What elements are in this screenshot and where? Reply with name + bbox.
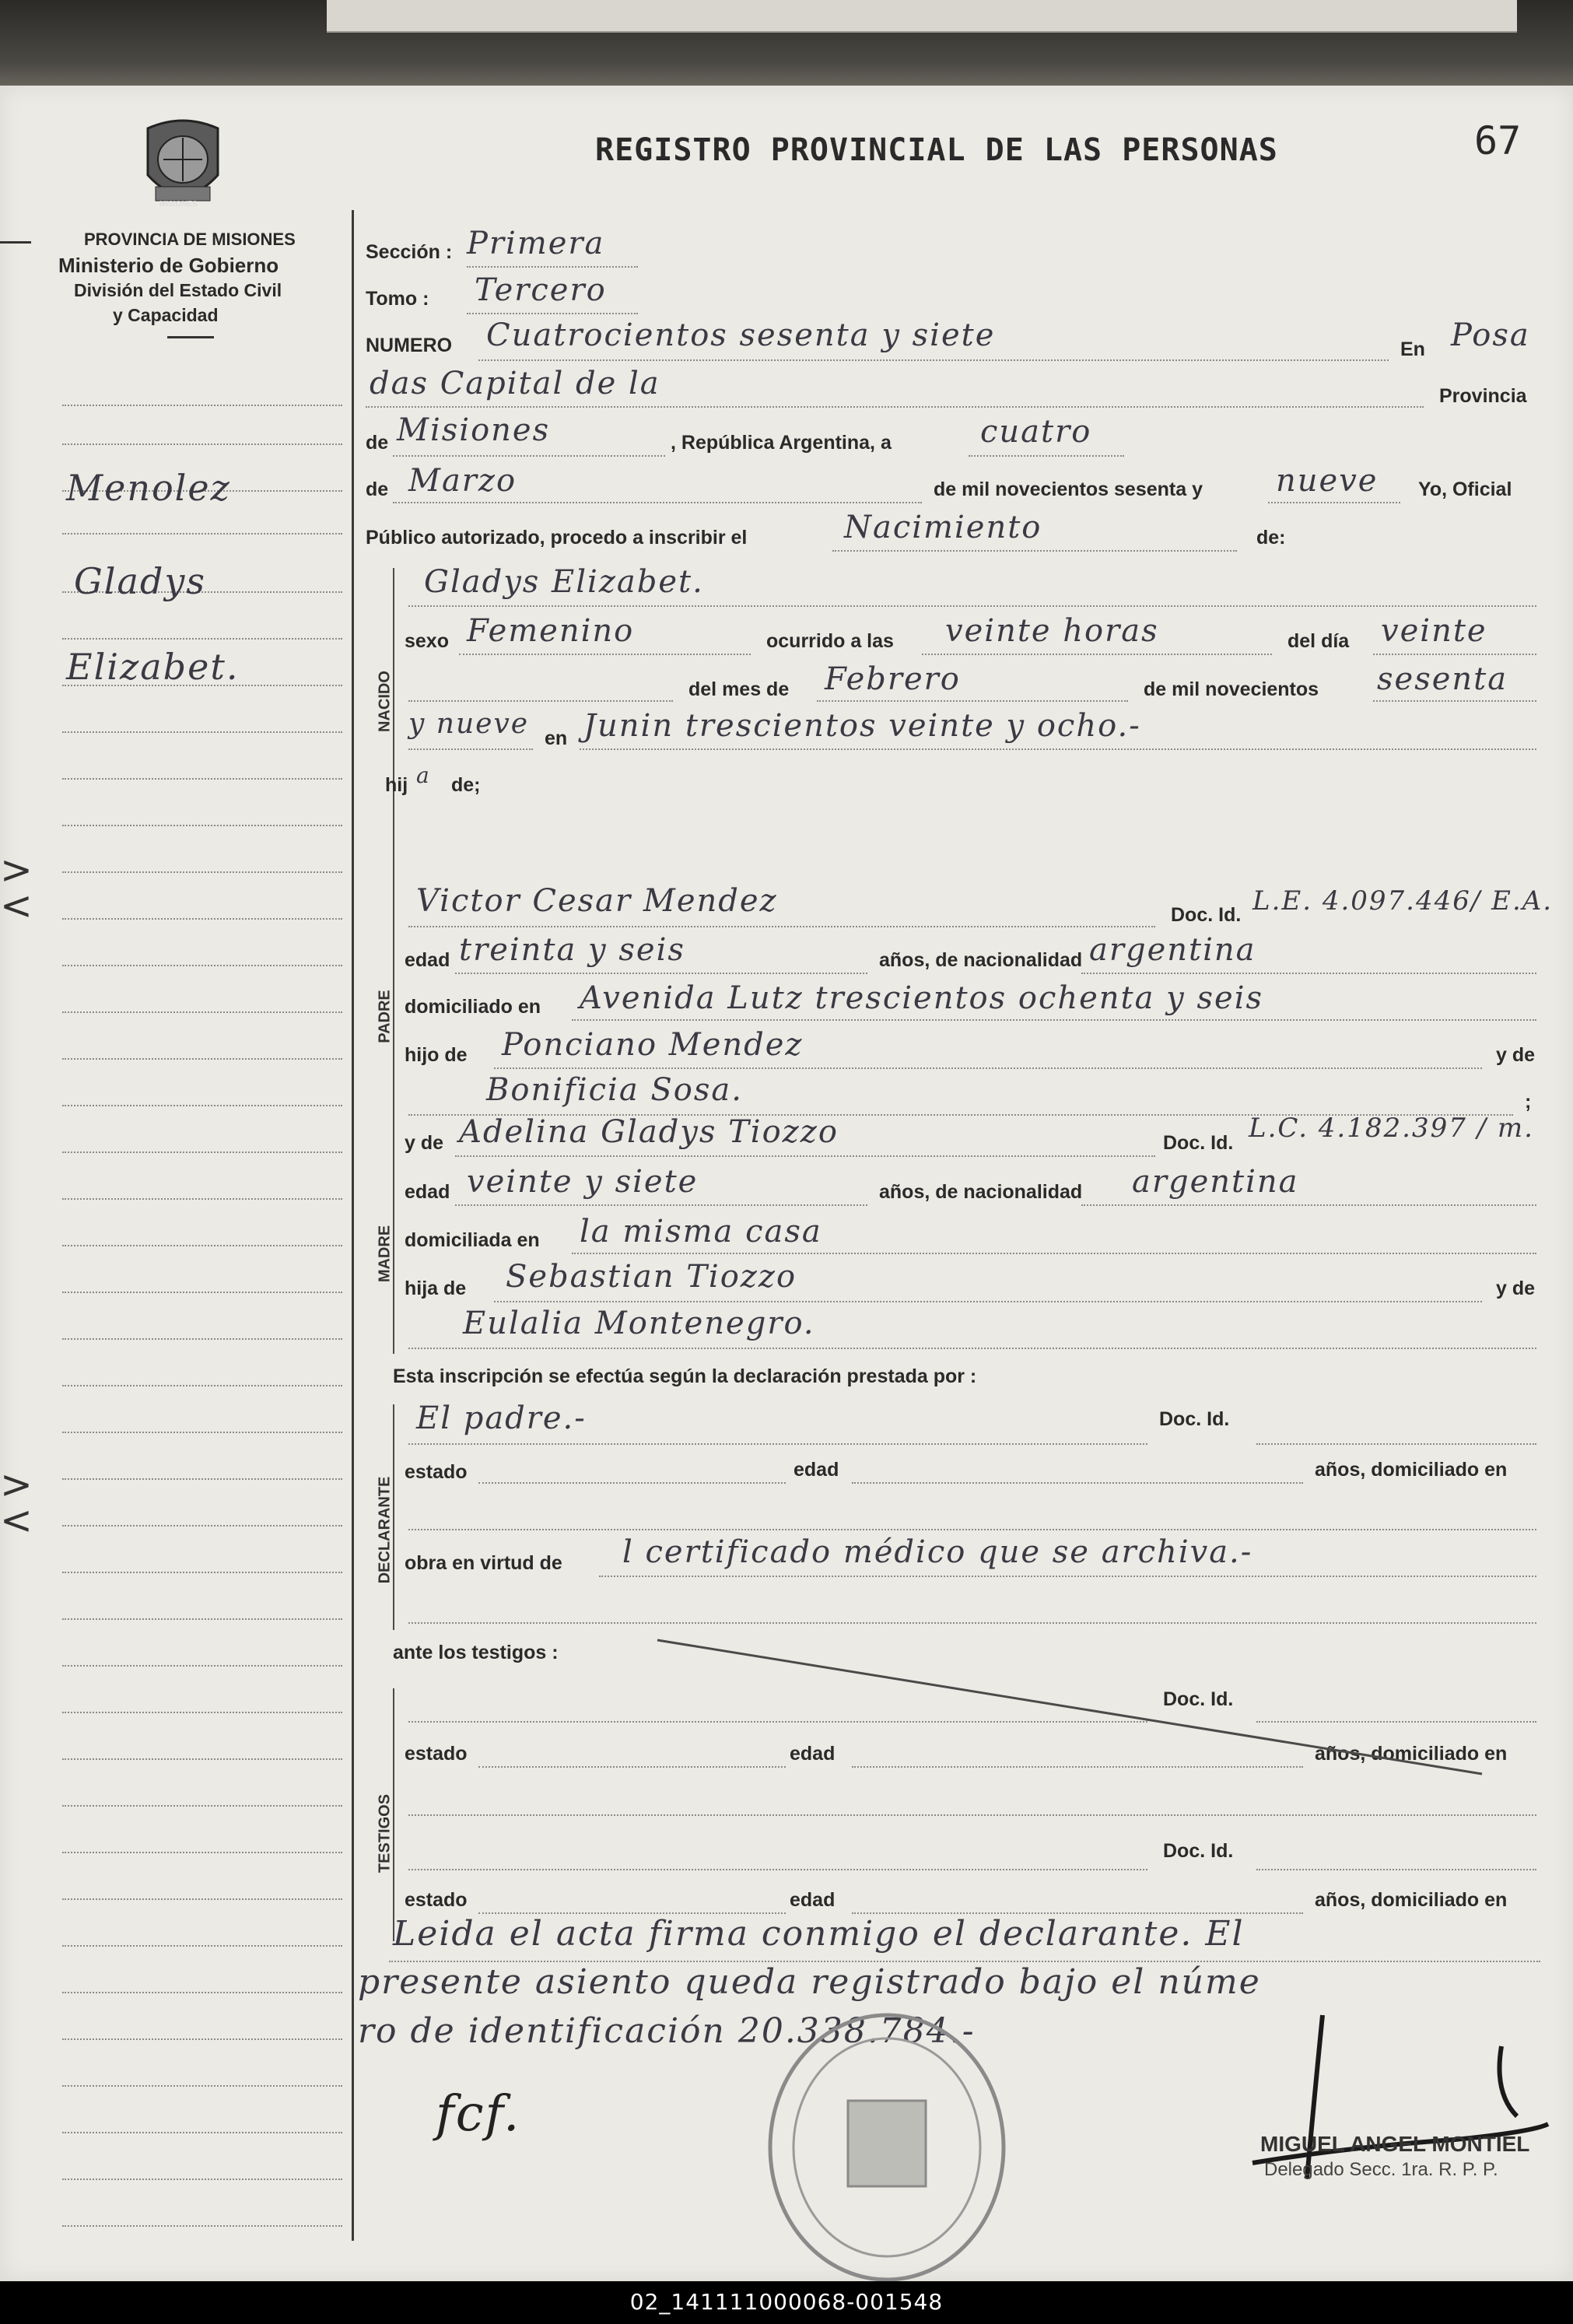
label-testigo2-anos: años, domiciliado en [1315,1889,1508,1911]
label-yo-oficial: Yo, Oficial [1418,478,1512,500]
label-padre-y-de: y de [1496,1044,1536,1066]
label-padre-semicolon: ; [1525,1091,1532,1113]
field-anio-nac-1: sesenta [1377,661,1508,697]
org-line-3: División del Estado Civil [74,280,282,300]
margin-firstname-1: Gladys [74,560,206,602]
note-line-1: Leida el acta firma conmigo el declarante. El [393,1914,1245,1954]
field-lugar: das Capital de la [370,366,660,401]
section-label-madre: MADRE [376,1225,394,1283]
stamp-name: MIGUEL ANGEL MONTIEL [1260,2132,1530,2156]
field-lugar-nac: Junin trescientos veinte y ocho.- [583,708,1141,744]
field-sexo: Femenino [467,613,635,649]
field-acto: Nacimiento [844,510,1042,545]
label-del-mes: del mes de [688,678,790,700]
field-tomo: Tercero [475,272,607,308]
field-en: Posa [1451,317,1530,353]
field-mes-nac: Febrero [825,661,961,697]
field-provincia: Misiones [397,412,551,448]
label-de-colon: de: [1256,527,1286,549]
label-madre-y-de: y de [405,1132,444,1154]
org-line-2: Ministerio de Gobierno [58,254,279,277]
label-madre-edad: edad [405,1181,450,1203]
field-madre-nac: argentina [1132,1164,1299,1200]
field-padre-nombre: Victor Cesar Mendez [416,883,778,919]
org-line-4: y Capacidad [113,305,219,325]
label-publico: Público autorizado, procedo a inscribir el [366,527,748,549]
label-testigo2-doc: Doc. Id. [1163,1840,1234,1862]
field-anio-nac-2: y nueve [408,708,530,740]
field-hora: veinte horas [945,613,1159,649]
seal-text: MISIONES [159,200,198,209]
field-madre-y-de: Eulalia Montenegro. [463,1306,815,1341]
binder-ring-1: >< [0,847,33,928]
field-padre-doc: L.E. 4.097.446/ E.A. [1252,885,1554,917]
label-de-semi: de; [451,774,481,796]
register-page [0,86,1573,2281]
page-title: REGISTRO PROVINCIAL DE LAS PERSONAS [595,132,1278,168]
label-padre-edad: edad [405,949,450,971]
label-madre-doc: Doc. Id. [1163,1132,1234,1154]
label-declarante-estado: estado [405,1461,468,1483]
label-testigo1-estado: estado [405,1743,468,1765]
org-line-1: PROVINCIA DE MISIONES [84,230,296,249]
field-padre-dom: Avenida Lutz trescientos ochenta y seis [580,980,1264,1016]
field-padre-y-de: Bonificia Sosa. [486,1072,743,1108]
label-provincia: Provincia [1439,385,1527,407]
field-madre-hija-de: Sebastian Tiozzo [506,1259,797,1295]
label-testigo1-edad: edad [790,1743,836,1765]
label-del-dia: del día [1287,630,1350,652]
label-madre-y-de-2: y de [1496,1278,1536,1299]
field-madre-dom: la misma casa [580,1214,822,1250]
field-madre-edad: veinte y siete [467,1164,699,1200]
section-label-nacido: NACIDO [376,671,394,732]
initials-signature: fcf. [436,2085,521,2143]
label-padre-hijo-de: hijo de [405,1044,468,1066]
background-top [0,0,1573,89]
field-obra: l certificado médico que se archiva.- [622,1534,1253,1570]
field-anio: nueve [1276,463,1379,499]
label-madre-nac: años, de nacionalidad [879,1181,1083,1203]
field-madre-nombre: Adelina Gladys Tiozzo [459,1114,839,1150]
label-testigo1-doc: Doc. Id. [1163,1688,1234,1710]
label-sexo: sexo [405,630,449,652]
stamp-title: Delegado Secc. 1ra. R. P. P. [1264,2159,1498,2180]
field-madre-doc: L.C. 4.182.397 / m. [1249,1113,1534,1144]
field-dia-nac: veinte [1381,613,1487,649]
note-line-2: presente asiento queda registrado bajo el núme [358,1962,1261,2002]
label-padre-doc: Doc. Id. [1171,904,1242,926]
field-numero: Cuatrocientos sesenta y siete [486,317,996,353]
label-testigo2-edad: edad [790,1889,836,1911]
label-madre-hija-de: hija de [405,1278,467,1299]
field-declarante: El padre.- [416,1400,587,1436]
label-en: En [1400,338,1425,360]
label-padre-nac: años, de nacionalidad [879,949,1083,971]
label-de-2: de [366,478,389,500]
section-label-padre: PADRE [376,990,394,1043]
field-hij-suffix: a [416,762,431,788]
label-ocurrido: ocurrido a las [766,630,894,652]
section-label-declarante: DECLARANTE [376,1476,394,1584]
label-seccion: Sección : [366,241,453,263]
field-dia: cuatro [980,414,1092,450]
field-nombre: Gladys Elizabet. [424,564,704,600]
official-round-stamp [739,2000,1035,2295]
label-numero: NUMERO [366,335,453,356]
margin-firstname-2: Elizabet. [66,646,240,688]
field-seccion: Primera [467,226,605,261]
label-madre-dom: domiciliada en [405,1229,540,1251]
label-testigo2-estado: estado [405,1889,468,1911]
footer-bar [0,2281,1573,2324]
label-esta-inscripcion: Esta inscripción se efectúa según la declaración prestada por : [393,1365,977,1387]
note-line-3: ro de identificación 20.338.784.- [358,2011,976,2051]
margin-surname: Menolez [66,467,231,509]
label-hij: hij [385,774,408,796]
field-padre-hijo-de: Ponciano Mendez [502,1027,804,1063]
footer-id: 02_141111000068-001548 [629,2289,944,2315]
label-declarante-doc: Doc. Id. [1159,1408,1230,1430]
label-en2: en [545,727,568,749]
label-declarante-anos: años, domiciliado en [1315,1459,1508,1481]
section-label-testigos: TESTIGOS [376,1793,394,1874]
binder-ring-2: >< [0,1462,33,1543]
label-tomo: Tomo : [366,288,429,310]
label-republica: , República Argentina, a [671,432,892,454]
page-number: 67 [1474,118,1522,163]
label-obra: obra en virtud de [405,1552,562,1574]
label-ante-testigos: ante los testigos : [393,1642,559,1663]
label-testigo1-anos: años, domiciliado en [1315,1743,1508,1765]
field-padre-nac: argentina [1089,932,1256,968]
label-de-mil: de mil novecientos sesenta y [934,478,1203,500]
field-padre-edad: treinta y seis [459,932,685,968]
underlying-sheet [327,0,1517,33]
label-declarante-edad: edad [794,1459,839,1481]
label-de-1: de [366,432,389,454]
field-mes: Marzo [408,463,517,499]
label-padre-dom: domiciliado en [405,996,541,1018]
label-de-mil2: de mil novecientos [1144,678,1319,700]
